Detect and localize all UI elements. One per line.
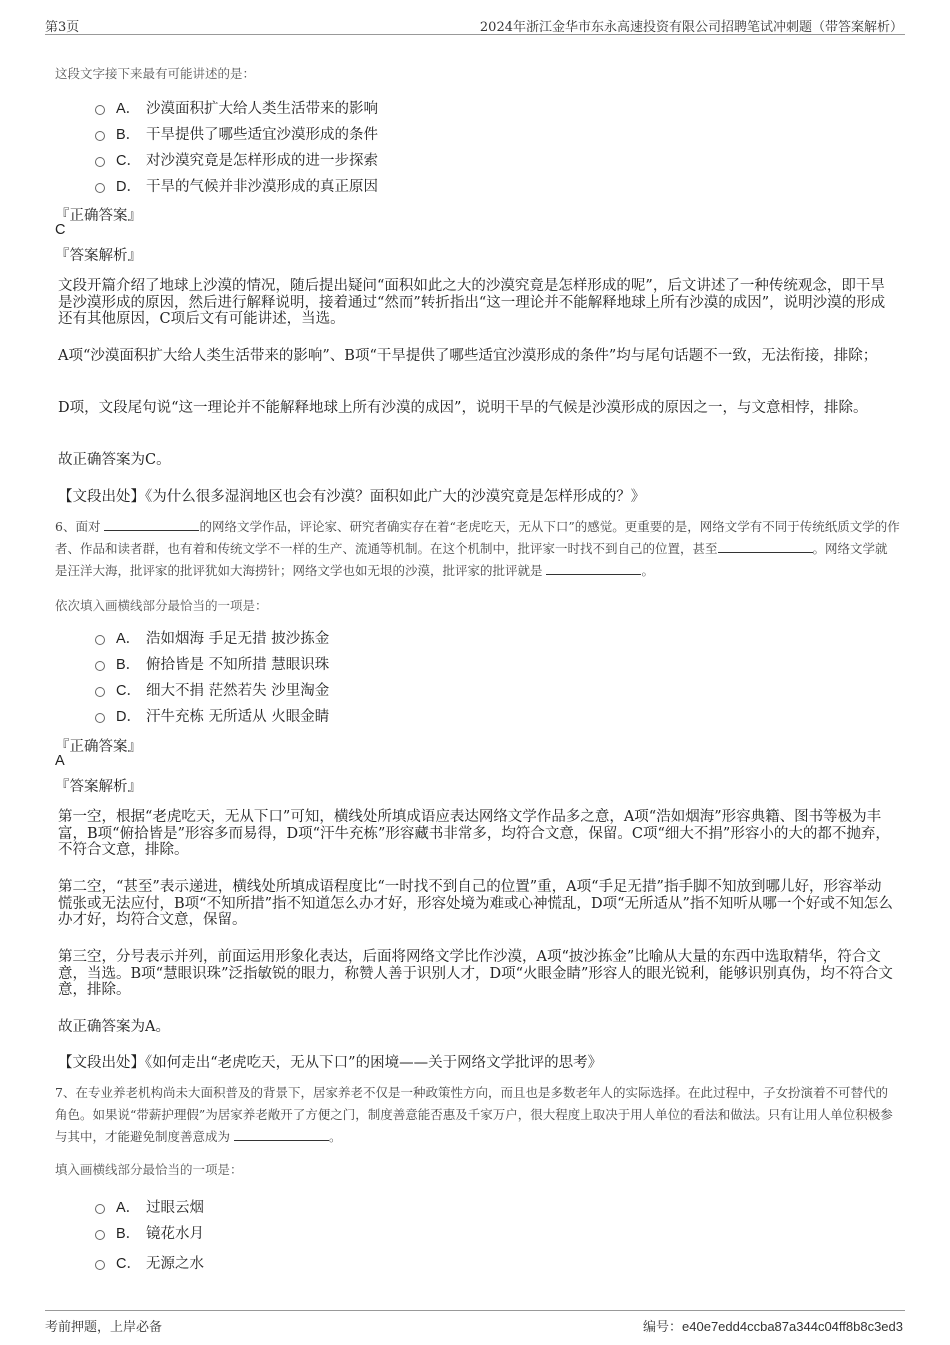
q6-analysis-p2: 第二空，“甚至”表示递进，横线处所填成语程度比“一时找不到自己的位置”重，A项“手足无措”指手脚不知放到哪儿好，形容举动慌张或无法应付，B项“不知所措”指不知道怎么办才好，形容处境为难或心神慌乱，D项“无所适从”指不知听从哪一个好或不知怎么办才好，均符合文意，保留。	[58, 879, 893, 928]
radio-icon[interactable]	[95, 183, 105, 193]
radio-icon[interactable]	[95, 1204, 105, 1214]
q6-option-c[interactable]: C． 细大不捐 茫然若失 沙里淘金	[95, 676, 329, 702]
q5-option-a[interactable]: A． 沙漠面积扩大给人类生活带来的影响	[95, 94, 378, 120]
q6-analysis-p3: 第三空，分号表示并列，前面运用形象化表达，后面将网络文学比作沙漠，A项“披沙拣金”比喻从大量的东西中选取精华，符合文意，当选。B项“慧眼识珠”泛指敏锐的眼力，称赞人善于识别人才，D项“火眼金睛”形容人的眼光锐利，能够识别真伪，均不符合文意，排除。	[58, 949, 893, 998]
page-number: 第3页	[45, 20, 80, 35]
q6-analysis-label: 『答案解析』	[55, 779, 142, 795]
page-footer	[45, 1310, 905, 1335]
q6-source: 【文段出处】《如何走出“老虎吃天，无从下口”的困境——关于网络文学批评的思考》	[58, 1055, 603, 1071]
radio-icon[interactable]	[95, 1230, 105, 1240]
q5-answer-label: 『正确答案』	[55, 208, 142, 224]
q5-source: 【文段出处】《为什么很多湿润地区也会有沙漠？面积如此广大的沙漠究竟是怎样形成的？》	[58, 489, 646, 505]
q6-analysis-p1: 第一空，根据“老虎吃天，无从下口”可知，横线处所填成语应表达网络文学作品多之意，A项“浩如烟海”形容典籍、图书等极为丰富，B项“俯拾皆是”形容多而易得，D项“汗牛充栋”形容藏书非常多，均符合文意，保留。C项“细大不捐”形容小的大的都不抛弃，不符合文意，排除。	[58, 809, 890, 858]
blank-line	[104, 518, 199, 531]
radio-icon[interactable]	[95, 713, 105, 723]
q6-options	[95, 624, 329, 728]
q7-stem: 7、在专业养老机构尚未大面积普及的背景下，居家养老不仅是一种政策性方向，而且也是多数老年人的实际选择。在此过程中，子女扮演着不可替代的角色。如果说“带薪护理假”为居家养老敞开了方便之门，制度善意能否惠及千家万户，很大程度上取决于用人单位的看法和做法。只有让用人单位积极参与其中，才能避免制度善意成为 。	[55, 1085, 893, 1144]
q6-answer: A	[55, 753, 65, 769]
blank-line	[718, 540, 813, 553]
q5-option-c[interactable]: C． 对沙漠究竟是怎样形成的进一步探索	[95, 146, 378, 172]
q7-option-a[interactable]: A． 过眼云烟	[95, 1193, 204, 1219]
q6-option-a[interactable]: A． 浩如烟海 手足无措 披沙拣金	[95, 624, 329, 650]
radio-icon[interactable]	[95, 661, 105, 671]
radio-icon[interactable]	[95, 1260, 105, 1270]
q6-prompt: 依次填入画横线部分最恰当的一项是：	[55, 598, 268, 613]
q5-analysis-p2: A项“沙漠面积扩大给人类生活带来的影响”、B项“干旱提供了哪些适宜沙漠形成的条件”均与尾句话题不一致，无法衔接，排除；	[58, 348, 878, 364]
radio-icon[interactable]	[95, 157, 105, 167]
q6-analysis-conclusion: 故正确答案为A。	[58, 1019, 170, 1035]
q6-option-b[interactable]: B． 俯拾皆是 不知所措 慧眼识珠	[95, 650, 329, 676]
q6-stem: 6、面对 的网络文学作品，评论家、研究者确实存在着“老虎吃天，无从下口”的感觉。更重要的是，网络文学有不同于传统纸质文学的作者、作品和读者群，也有着和传统文学不一样的生产、流通等机制。在这个机制中，批评家一时找不到自己的位置，甚至 。网络文学就是汪洋大海，批评家的批评犹如大海捞针；网络文学也如无垠的沙漠，批评家的批评就是 。	[55, 519, 900, 578]
q5-option-d[interactable]: D． 干旱的气候并非沙漠形成的真正原因	[95, 172, 378, 198]
blank-line	[234, 1128, 329, 1141]
q7-option-c[interactable]: C． 无源之水	[95, 1249, 204, 1275]
q5-analysis-p3: D项，文段尾句说“这一理论并不能解释地球上所有沙漠的成因”，说明干旱的气候是沙漠形成的原因之一，与文意相悖，排除。	[58, 400, 868, 416]
q5-analysis-conclusion: 故正确答案为C。	[58, 452, 171, 468]
radio-icon[interactable]	[95, 687, 105, 697]
q6-answer-label: 『正确答案』	[55, 739, 142, 755]
q7-options	[95, 1193, 204, 1275]
q5-answer: C	[55, 222, 66, 238]
q7-option-b[interactable]: B． 镜花水月	[95, 1219, 204, 1245]
document-title: 2024年浙江金华市东永高速投资有限公司招聘笔试冲刺题（带答案解析）	[479, 20, 903, 35]
radio-icon[interactable]	[95, 105, 105, 115]
radio-icon[interactable]	[95, 635, 105, 645]
page-header	[45, 14, 905, 35]
q5-analysis-p1: 文段开篇介绍了地球上沙漠的情况，随后提出疑问“面积如此之大的沙漠究竟是怎样形成的呢”，后文讲述了一种传统观念，即干旱是沙漠形成的原因，然后进行解释说明，接着通过“然而”转折指出“这一理论并不能解释地球上所有沙漠的成因”，说明沙漠的形成还有其他原因，C项后文有可能讲述，当选。	[58, 278, 886, 327]
q5-analysis-label: 『答案解析』	[55, 248, 142, 264]
q5-options	[95, 94, 378, 198]
q7-prompt: 填入画横线部分最恰当的一项是：	[55, 1162, 243, 1177]
footer-slogan: 考前押题，上岸必备	[45, 1320, 163, 1335]
q5-prompt: 这段文字接下来最有可能讲述的是：	[55, 66, 256, 81]
q5-option-b[interactable]: B． 干旱提供了哪些适宜沙漠形成的条件	[95, 120, 378, 146]
document-code: 编号：e40e7edd4ccba87a344c04ff8b8c3ed3	[643, 1319, 903, 1335]
radio-icon[interactable]	[95, 131, 105, 141]
q6-option-d[interactable]: D． 汗牛充栋 无所适从 火眼金睛	[95, 702, 329, 728]
blank-line	[546, 562, 641, 575]
